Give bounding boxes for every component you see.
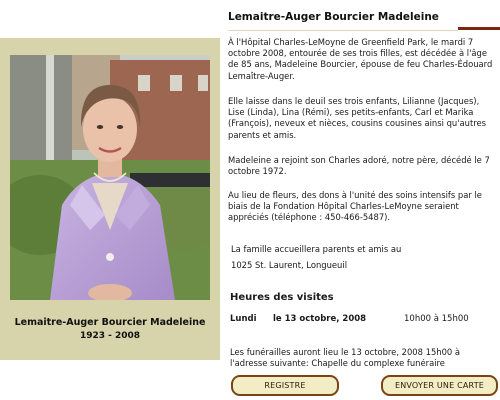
registre-button[interactable]: REGISTRE xyxy=(231,375,339,396)
obituary-paragraph: Madeleine a rejoint son Charles adoré, notre père, décédé le 7 octobre 1972. xyxy=(228,155,490,177)
obituary-paragraph: Elle laisse dans le deuil ses trois enfants, Lilianne (Jacques), Lise (Linda), Lina (Rémi), ses petits-enfants, Carl et Marika (François), neveux et nièces, cousins cousines ainsi qu'autres parents et amis. xyxy=(228,96,487,140)
portrait-photo xyxy=(10,55,210,300)
visit-hours: 10h00 à 15h00 xyxy=(404,314,469,324)
deceased-years: 1923 - 2008 xyxy=(79,331,141,341)
reception-line: La famille accueillera parents et amis au xyxy=(231,244,402,254)
page-title: Lemaitre-Auger Bourcier Madeleine xyxy=(228,11,439,23)
visits-heading: Heures des visites xyxy=(230,292,334,303)
photo-panel xyxy=(0,38,220,360)
obituary-paragraph: Au lieu de fleurs, des dons à l'unité des soins intensifs par le biais de la Fondation Hôpital Charles-LeMoyne seraient appréciés (téléphone : 450-466-5487). xyxy=(228,190,482,223)
deceased-name-caption: Lemaitre-Auger Bourcier Madeleine xyxy=(14,317,206,328)
funeral-info: Les funérailles auront lieu le 13 octobre, 2008 15h00 à l'adresse suivante: Chapelle du complexe funéraire xyxy=(230,347,461,369)
title-divider xyxy=(228,30,458,31)
title-accent-bar xyxy=(458,27,500,30)
visit-date: le 13 octobre, 2008 xyxy=(273,314,367,324)
visit-day: Lundi xyxy=(230,314,257,324)
obituary-paragraph: À l'Hôpital Charles-LeMoyne de Greenfield Park, le mardi 7 octobre 2008, entourée de ses trois filles, est décédée à l'âge de 85 ans, Madeleine Bourcier, épouse de feu Charles-Édouard Lemaître-Auger. xyxy=(228,37,493,81)
reception-address: 1025 St. Laurent, Longueuil xyxy=(231,260,348,270)
send-card-button[interactable]: ENVOYER UNE CARTE xyxy=(381,375,498,396)
